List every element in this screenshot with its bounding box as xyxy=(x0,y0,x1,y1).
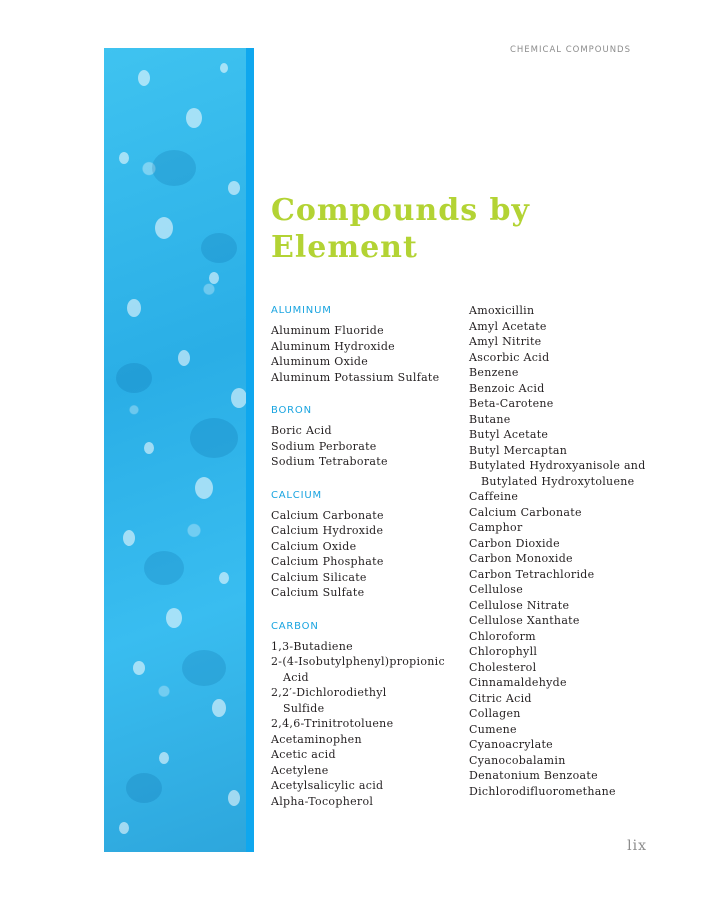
list-item: Cellulose Xanthate xyxy=(469,614,580,627)
list-item: Carbon Monoxide xyxy=(469,552,573,565)
page-title xyxy=(271,192,601,266)
water-droplets-image xyxy=(104,48,254,852)
list-item: Calcium Oxide xyxy=(271,539,357,553)
list-item: Chlorophyll xyxy=(469,645,538,658)
droplets-pattern xyxy=(104,48,254,852)
list-item: Citric Acid xyxy=(469,691,532,705)
column-right xyxy=(469,303,669,799)
list-item: Collagen xyxy=(469,707,521,720)
list-item: Acetaminophen xyxy=(271,732,362,746)
list-item: 2,4,6-Trinitrotoluene xyxy=(271,717,394,730)
list-item: Benzene xyxy=(469,366,519,379)
list-item: Aluminum Oxide xyxy=(271,355,369,368)
list-item: Aluminum Hydroxide xyxy=(271,339,395,353)
list-item: Cumene xyxy=(469,722,517,736)
list-item: Cellulose xyxy=(469,583,524,596)
list-item: Calcium Sulfate xyxy=(271,586,365,599)
list-item: Carbon Tetrachloride xyxy=(469,567,595,581)
list-item: Amyl Acetate xyxy=(469,319,547,333)
list-item: Beta-Carotene xyxy=(469,397,554,410)
list-item: 2,2′-Dichlorodiethyl Sulfide xyxy=(271,686,387,715)
list-item: Butylated Hydroxyanisole and Butylated Hydroxytoluene xyxy=(469,459,646,488)
list-item: Cyanoacrylate xyxy=(469,738,553,751)
list-item: Calcium Carbonate xyxy=(271,508,384,522)
column-left xyxy=(271,303,461,809)
list-item: Denatonium Benzoate xyxy=(469,769,598,782)
list-item: Chloroform xyxy=(469,629,536,643)
list-item: Ascorbic Acid xyxy=(469,350,550,364)
list-item: Carbon Dioxide xyxy=(469,536,560,550)
list-item: Acetylsalicylic acid xyxy=(271,779,384,792)
list-item: Alpha-Tocopherol xyxy=(271,794,374,808)
list-item: Cellulose Nitrate xyxy=(469,598,570,612)
list-item: 2-(4-Isobutylphenyl)propionic Acid xyxy=(271,655,445,684)
list-item: Calcium Hydroxide xyxy=(271,524,384,537)
list-item: Acetylene xyxy=(271,763,329,777)
list-item: Aluminum Fluoride xyxy=(271,324,384,337)
list-item: Butyl Acetate xyxy=(469,428,549,441)
list-item: Calcium Phosphate xyxy=(271,555,384,568)
section-heading-calcium: CALCIUM xyxy=(271,489,322,501)
list-item: Calcium Carbonate xyxy=(469,505,582,519)
list-item: Cinnamaldehyde xyxy=(469,676,567,689)
list-item: Butane xyxy=(469,412,511,426)
list-item: Benzoic Acid xyxy=(469,381,545,395)
title-line-2: Element xyxy=(271,230,418,265)
blue-stripe xyxy=(246,48,254,852)
list-item: Aluminum Potassium Sulfate xyxy=(271,370,440,384)
section-heading-carbon: CARBON xyxy=(271,620,319,632)
list-item: Camphor xyxy=(469,521,523,534)
list-item: Amoxicillin xyxy=(469,304,535,317)
page-number: lix xyxy=(627,838,647,854)
list-item: Acetic acid xyxy=(271,748,336,761)
running-header: CHEMICAL COMPOUNDS xyxy=(509,45,631,55)
list-item: Cholesterol xyxy=(469,660,537,674)
list-item: Amyl Nitrite xyxy=(469,335,542,348)
list-item: Cyanocobalamin xyxy=(469,753,566,767)
list-item: Butyl Mercaptan xyxy=(469,443,568,457)
title-line-1: Compounds by xyxy=(271,193,530,228)
section-heading-aluminum: ALUMINUM xyxy=(271,305,332,316)
list-item: Sodium Tetraborate xyxy=(271,455,388,468)
list-item: Caffeine xyxy=(469,490,519,503)
section-heading-boron: BORON xyxy=(271,405,312,416)
list-item: Calcium Silicate xyxy=(271,570,367,584)
list-item: 1,3-Butadiene xyxy=(271,639,353,653)
list-item: Sodium Perborate xyxy=(271,439,377,453)
list-item: Boric Acid xyxy=(271,424,332,437)
list-item: Dichlorodifluoromethane xyxy=(469,784,616,798)
